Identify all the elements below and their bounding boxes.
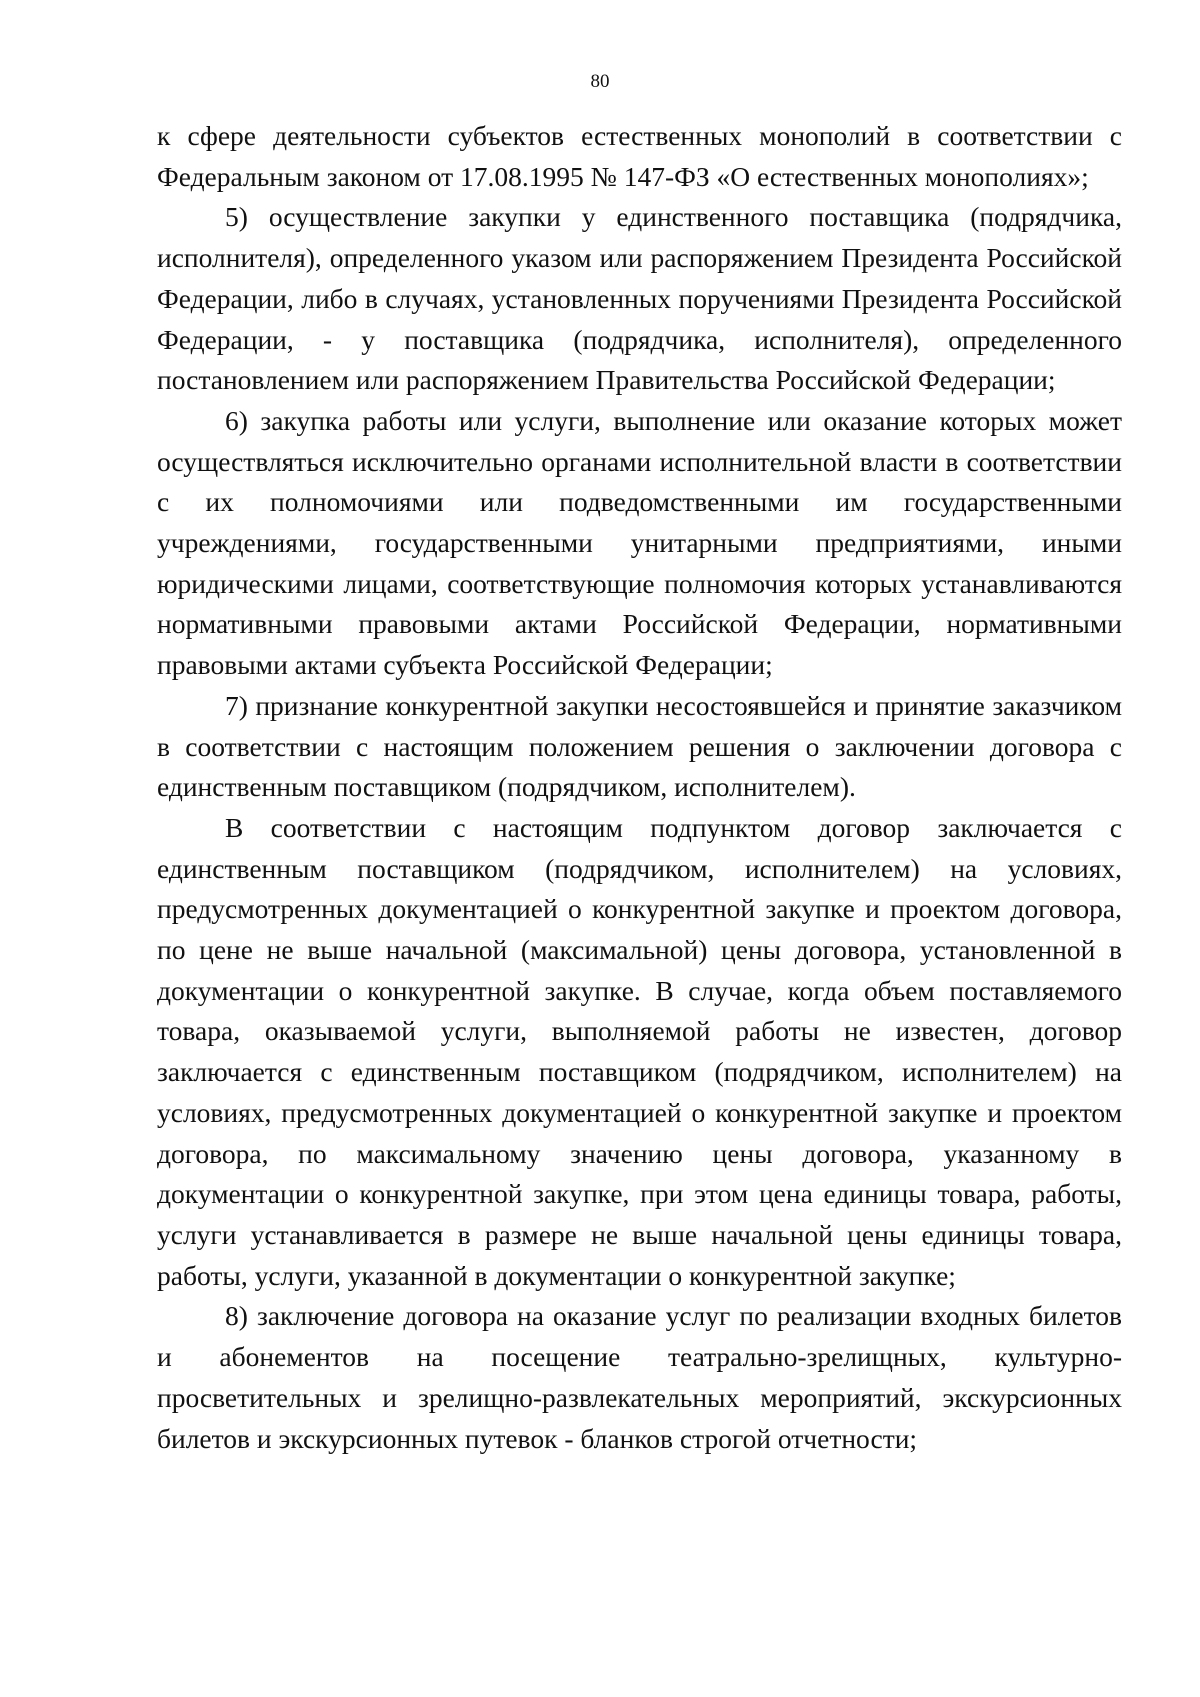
paragraph-item-7: 7) признание конкурентной закупки несостоявшейся и принятие заказчиком в соответствии с настоящим положением решения о заключении договора с единственным поставщиком (подрядчиком, исполнителем). (157, 689, 1122, 803)
paragraph-continuation: к сфере деятельности субъектов естественных монополий в соответствии с Федеральным законом от 17.08.1995 № 147-ФЗ «О естественных монополиях»; (157, 120, 1122, 192)
paragraph-item-6: 6) закупка работы или услуги, выполнение или оказание которых может осуществляться исключительно органами исполнительной власти в соответствии с их полномочиями или подведомственными им государственными учреждениями, государственными унитарными предприятиями, иными юридическими лицами, соответствующие полномочия которых устанавливаются нормативными правовыми актами Российской Федерации, нормативными правовыми актами субъекта Российской Федерации; (157, 404, 1122, 681)
document-body (157, 116, 1122, 1459)
paragraph-item-7-details: В соответствии с настоящим подпунктом договор заключается с единственным поставщиком (подрядчиком, исполнителем) на условиях, предусмотренных документацией о конкурентной закупке и проектом договора, по цене не выше начальной (максимальной) цены договора, установленной в документации о конкурентной закупке. В случае, когда объем поставляемого товара, оказываемой услуги, выполняемой работы не известен, договор заключается с единственным поставщиком (подрядчиком, исполнителем) на условиях, предусмотренных документацией о конкурентной закупке и проектом договора, по максимальному значению цены договора, указанному в документации о конкурентной закупке, при этом цена единицы товара, работы, услуги устанавливается в размере не выше начальной цены единицы товара, работы, услуги, указанной в документации о конкурентной закупке; (157, 811, 1122, 1291)
paragraph-item-8: 8) заключение договора на оказание услуг по реализации входных билетов и абонементов на посещение театрально-зрелищных, культурно-просветительных и зрелищно-развлекательных мероприятий, экскурсионных билетов и экскурсионных путевок - бланков строгой отчетности; (157, 1300, 1122, 1454)
paragraph-item-5: 5) осуществление закупки у единственного поставщика (подрядчика, исполнителя), определенного указом или распоряжением Президента Российской Федерации, либо в случаях, установленных поручениями Президента Российской Федерации, - у поставщика (подрядчика, исполнителя), определенного постановлением или распоряжением Правительства Российской Федерации; (157, 201, 1122, 396)
page-number: 80 (590, 71, 610, 92)
